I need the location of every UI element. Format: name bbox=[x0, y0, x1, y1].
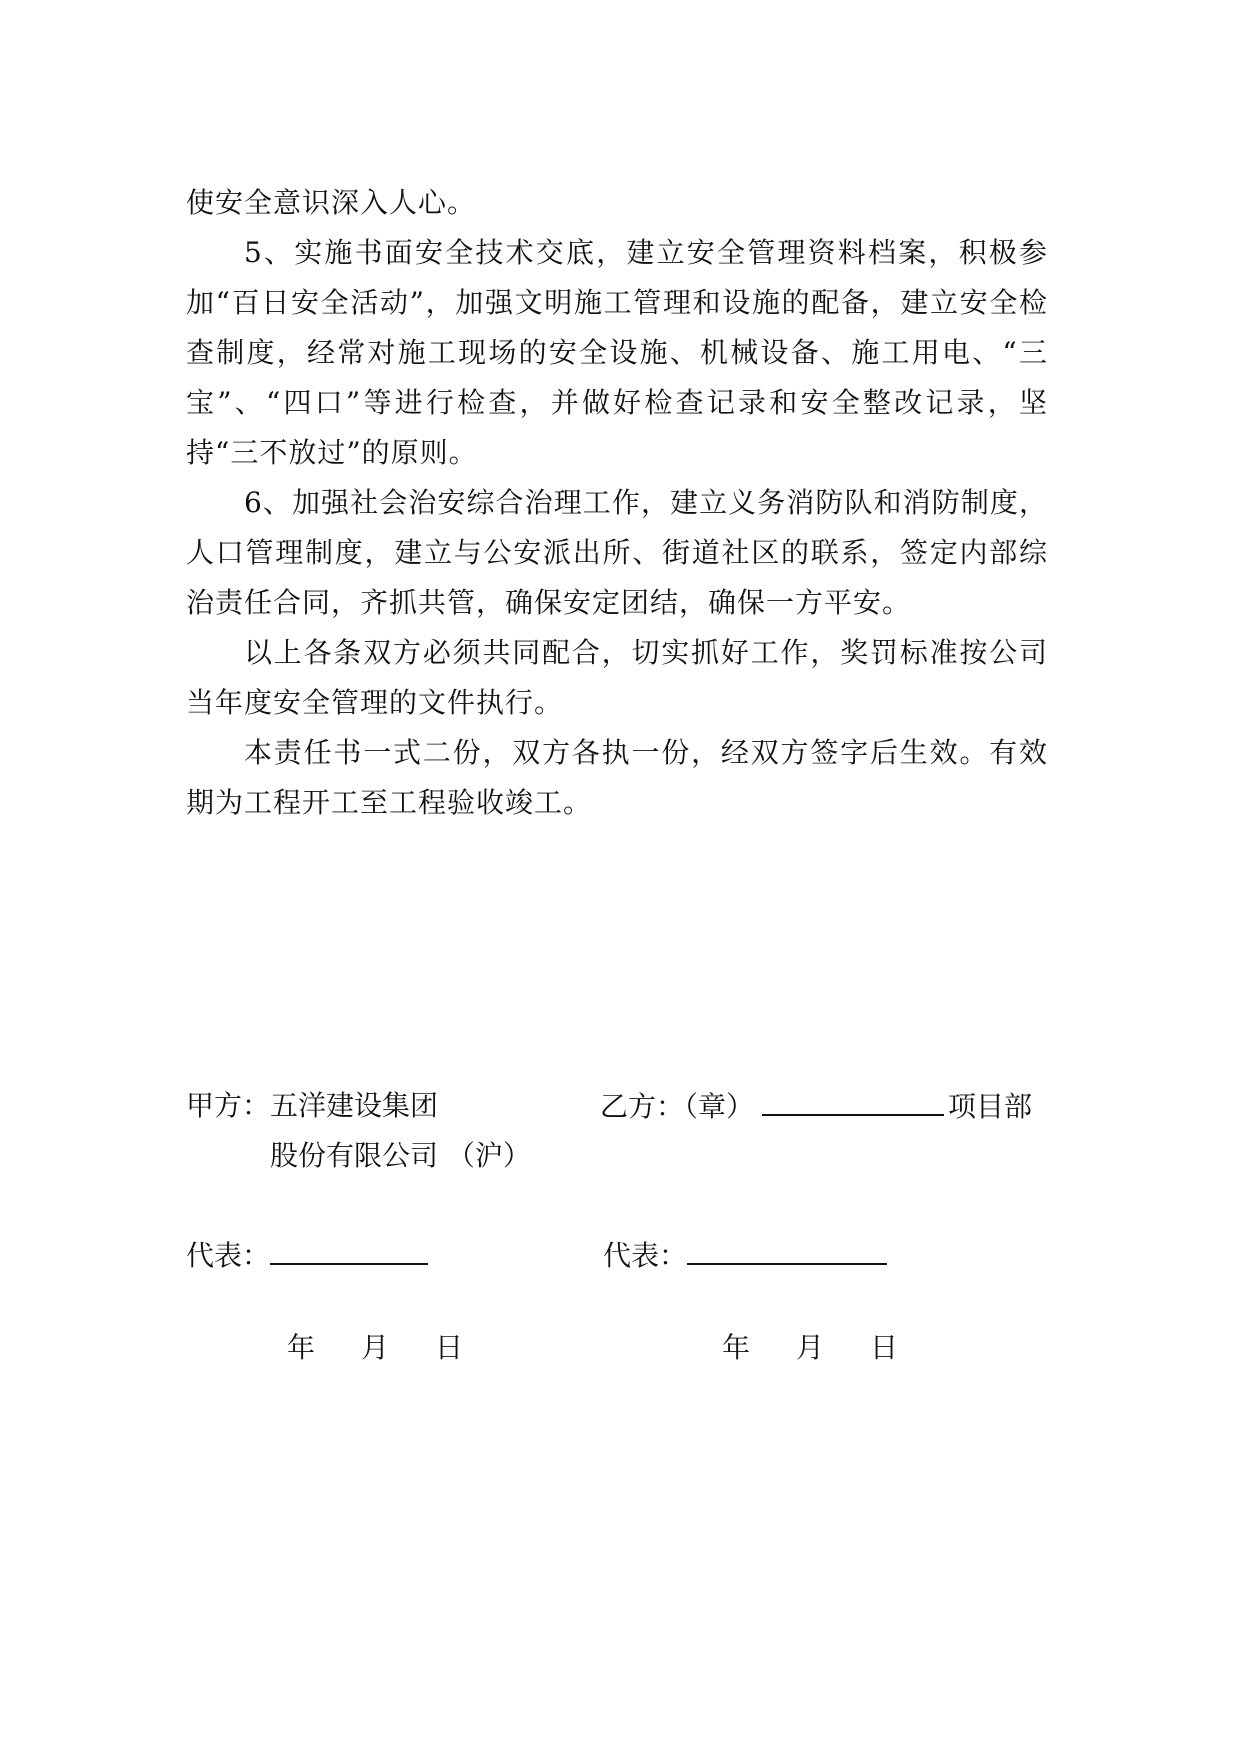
paragraph-continuation: 使安全意识深入人心。 bbox=[186, 186, 477, 219]
paragraph-item-6: 6、加强社会治安综合治理工作，建立义务消防队和消防制度，人口管理制度，建立与公安派出所、街道社区的联系，签定内部综治责任合同，齐抓共管，确保安定团结，确保一方平安。 bbox=[186, 486, 1048, 619]
party-a-representative bbox=[186, 1235, 428, 1276]
rep-label-a: 代表： bbox=[186, 1239, 271, 1272]
date-year-label: 年 bbox=[722, 1331, 751, 1364]
party-a-name bbox=[186, 1086, 438, 1126]
party-b-name bbox=[600, 1086, 1032, 1127]
party-a-name-line2 bbox=[270, 1136, 531, 1176]
party-b-date bbox=[722, 1328, 898, 1368]
party-b-representative bbox=[603, 1235, 887, 1276]
rep-label-b: 代表： bbox=[603, 1239, 688, 1272]
party-b-suffix: 项目部 bbox=[948, 1090, 1033, 1123]
party-a-label: 甲方：五洋建设集团 bbox=[186, 1089, 439, 1122]
rep-a-blank-line bbox=[270, 1235, 428, 1265]
paragraph-cooperation: 以上各条双方必须共同配合，切实抓好工作，奖罚标准按公司当年度安全管理的文件执行。 bbox=[186, 636, 1048, 719]
party-b-blank-line bbox=[762, 1086, 944, 1116]
date-day-label: 日 bbox=[435, 1331, 464, 1364]
paragraph-validity: 本责任书一式二份，双方各执一份，经双方签字后生效。有效期为工程开工至工程验收竣工。 bbox=[186, 736, 1048, 819]
date-year-label: 年 bbox=[287, 1331, 316, 1364]
party-b-label: 乙方：（章） bbox=[600, 1090, 755, 1123]
date-month-label: 月 bbox=[361, 1331, 390, 1364]
date-day-label: 日 bbox=[870, 1331, 899, 1364]
party-a-line2: 股份有限公司 （沪） bbox=[270, 1139, 531, 1172]
rep-b-blank-line bbox=[687, 1235, 887, 1265]
date-month-label: 月 bbox=[796, 1331, 825, 1364]
paragraph-item-5: 5、实施书面安全技术交底，建立安全管理资料档案，积极参加“百日安全活动”，加强文明施工管理和设施的配备，建立安全检查制度，经常对施工现场的安全设施、机械设备、施工用电、“三宝”、“四口”等进行检查，并做好检查记录和安全整改记录，坚持“三不放过”的原则。 bbox=[186, 236, 1048, 469]
party-a-date bbox=[287, 1328, 463, 1368]
document-body bbox=[186, 178, 1048, 828]
